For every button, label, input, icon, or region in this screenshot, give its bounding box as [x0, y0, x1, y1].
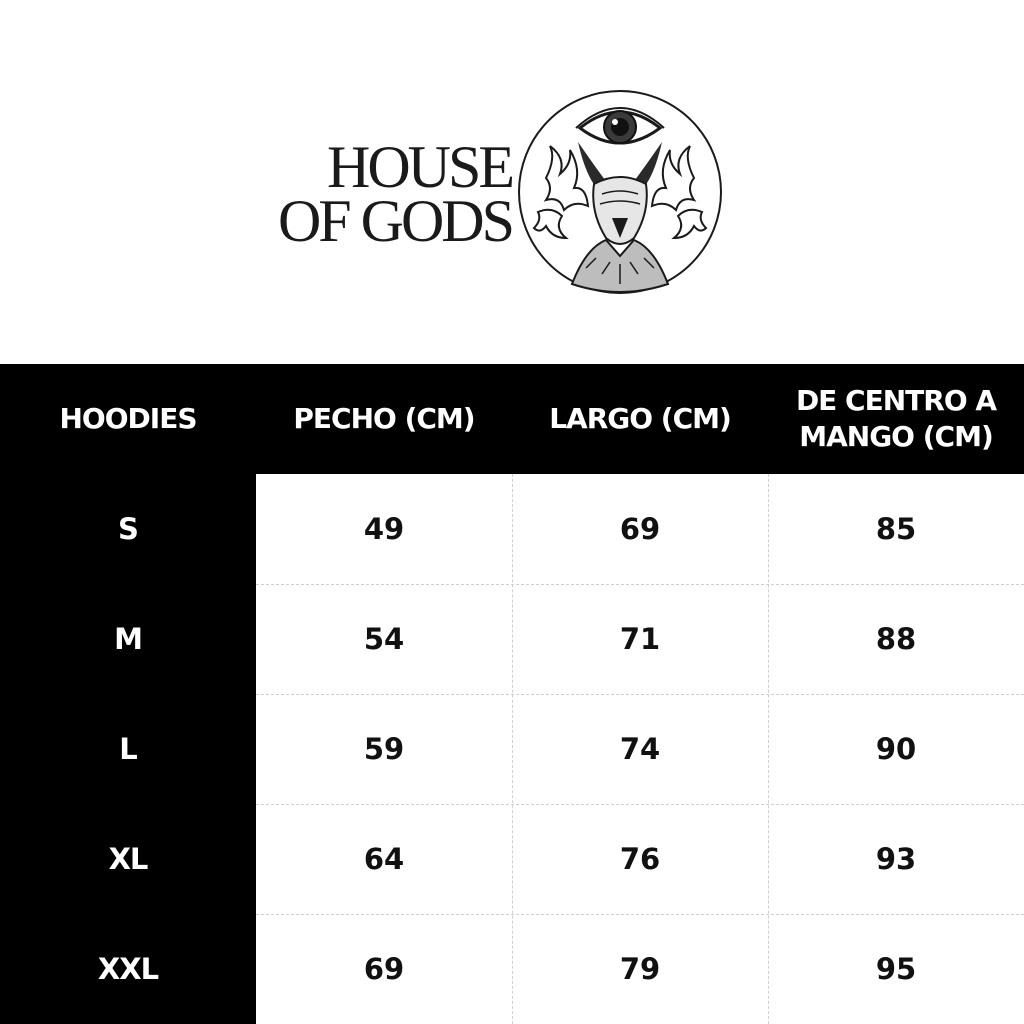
size-label-xl: XL	[108, 842, 148, 876]
cell-l-manga: 90	[875, 732, 917, 766]
size-label-s: S	[118, 512, 138, 546]
cell-m-pecho: 54	[363, 622, 405, 656]
cell-xl-pecho: 64	[363, 842, 405, 876]
cell-xl-largo: 76	[619, 842, 661, 876]
row-divider	[256, 694, 1024, 695]
header-hoodies: HOODIES	[59, 402, 197, 435]
brand-header	[0, 0, 1024, 364]
cell-m-manga: 88	[875, 622, 917, 656]
column-divider	[768, 474, 769, 1024]
cell-m-largo: 71	[619, 622, 661, 656]
brand-line-2: OF GODS	[277, 188, 512, 254]
cell-l-largo: 74	[619, 732, 661, 766]
eye-and-horned-beast-emblem-icon	[516, 88, 724, 296]
cell-xl-manga: 93	[875, 842, 917, 876]
brand-line-1: HOUSE	[326, 134, 512, 200]
cell-s-manga: 85	[875, 512, 917, 546]
row-divider	[256, 804, 1024, 805]
cell-s-largo: 69	[619, 512, 661, 546]
column-divider	[512, 474, 513, 1024]
size-label-xxl: XXL	[97, 952, 159, 986]
header-largo: LARGO (CM)	[549, 402, 731, 435]
header-centro-a-mango: DE CENTRO A MANGO (CM)	[795, 384, 997, 453]
cell-s-pecho: 49	[363, 512, 405, 546]
cell-xxl-largo: 79	[619, 952, 661, 986]
row-divider	[256, 914, 1024, 915]
cell-l-pecho: 59	[363, 732, 405, 766]
size-label-m: M	[114, 622, 142, 656]
cell-xxl-pecho: 69	[363, 952, 405, 986]
size-label-l: L	[119, 732, 137, 766]
header-pecho: PECHO (CM)	[293, 402, 475, 435]
cell-xxl-manga: 95	[875, 952, 917, 986]
row-divider	[256, 584, 1024, 585]
brand-wordmark	[222, 134, 512, 254]
